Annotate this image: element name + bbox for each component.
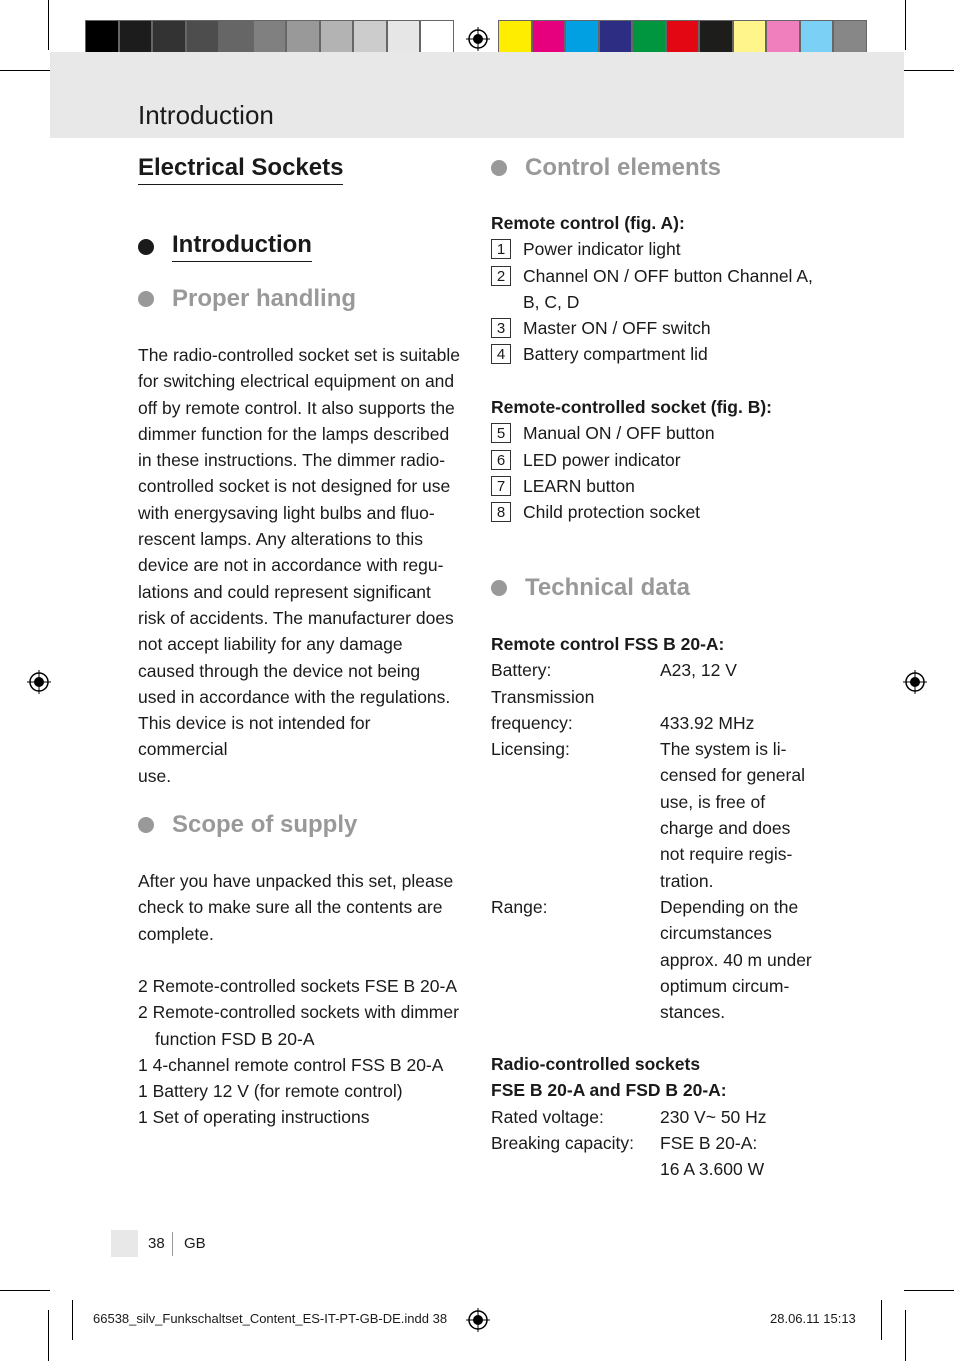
crop-mark (881, 1300, 882, 1340)
proper-handling-heading (138, 285, 464, 313)
color-swatch (632, 20, 666, 55)
spec-value-line: circumstances (660, 923, 772, 944)
introduction-heading-label: Introduction (172, 231, 312, 262)
control-elements-heading (491, 154, 821, 182)
color-swatch (800, 20, 834, 55)
item-number: 5 (491, 423, 511, 443)
spec-key: Breaking capacity: (491, 1132, 634, 1153)
registration-mark-icon (903, 670, 927, 694)
spec-breaking (491, 1130, 821, 1183)
tech-sockets-title-1: Radio-controlled sockets (491, 1054, 701, 1074)
spec-value (660, 1130, 821, 1183)
spec-value-line: use, is free of (660, 791, 766, 812)
section-introduction (138, 231, 464, 262)
spec-key: Range: (491, 896, 548, 917)
slug-date: 28.06.11 15:13 (770, 1311, 856, 1326)
socket-block (491, 394, 821, 525)
text-line: device are not in accordance with regu- (138, 555, 444, 576)
list-item (491, 420, 821, 446)
spec-value: 230 V~ 50 Hz (660, 1106, 767, 1127)
spec-value (660, 736, 821, 894)
scope-text (138, 868, 464, 947)
crop-mark (48, 1310, 49, 1361)
color-swatch (833, 20, 867, 55)
spec-range (491, 894, 821, 1025)
item-label: Master ON / OFF switch (523, 318, 711, 339)
technical-remote-block (491, 631, 821, 1025)
text-line: off by remote control. It also supports the (138, 397, 455, 418)
item-label: Child protection socket (523, 502, 701, 523)
color-swatch (353, 20, 387, 55)
item-label: Power indicator light (523, 239, 681, 260)
text-line: in these instructions. The dimmer radio- (138, 450, 446, 471)
color-swatch (733, 20, 767, 55)
list-item: 1 Set of operating instructions (138, 1107, 370, 1128)
text-line: caused through the device not being (138, 660, 421, 681)
list-item (491, 447, 821, 473)
item-number: 3 (491, 318, 511, 338)
list-item (491, 263, 821, 316)
crop-mark (0, 70, 50, 71)
item-number: 8 (491, 502, 511, 522)
introduction-heading (138, 231, 464, 262)
text-line: with energysaving light bulbs and fluo- (138, 502, 435, 523)
list-item (491, 473, 821, 499)
color-swatch (666, 20, 700, 55)
text-line: This device is not intended for commercial (138, 713, 371, 760)
crop-mark (0, 1290, 50, 1291)
control-elements-label: Control elements (525, 154, 722, 181)
spec-value-line: optimum circum- (660, 975, 790, 996)
text-line: use. (138, 765, 172, 786)
main-heading: Electrical Sockets (138, 154, 343, 185)
footer-box (111, 1230, 138, 1257)
spec-licensing (491, 736, 821, 894)
spec-value-line: censed for general (660, 765, 805, 786)
page-number: 38 (148, 1235, 165, 1252)
section-technical-data (491, 574, 821, 602)
bullet-icon (138, 239, 154, 255)
spec-battery (491, 657, 821, 683)
page-title: Introduction (138, 100, 274, 130)
scope-heading-label: Scope of supply (172, 811, 358, 838)
item-label: Channel ON / OFF button Channel A, B, C, D (523, 265, 813, 312)
item-label: LEARN button (523, 475, 635, 496)
color-swatch (565, 20, 599, 55)
text-line: complete. (138, 923, 214, 944)
color-swatch (152, 20, 186, 55)
color-swatch (186, 20, 220, 55)
color-swatch (498, 20, 532, 55)
left-column (138, 154, 464, 185)
color-swatch (253, 20, 287, 55)
text-line: for switching electrical equipment on and (138, 371, 455, 392)
proper-handling-text (138, 342, 464, 789)
section-control-elements (491, 154, 821, 182)
list-item: 1 Battery 12 V (for remote control) (138, 1081, 403, 1102)
list-item (491, 341, 821, 367)
spec-value-line: stances. (660, 1002, 726, 1023)
crop-mark (905, 1310, 906, 1361)
scope-list (138, 973, 464, 1131)
spec-value-line: Depending on the (660, 896, 799, 917)
spec-value-line: approx. 40 m under (660, 949, 812, 970)
registration-mark-icon (466, 27, 490, 51)
spec-key: Transmission (491, 686, 595, 707)
list-item: 2 Remote-controlled sockets with dimmer function FSD B 20-A (138, 1002, 459, 1049)
text-line: rescent lamps. Any alterations to this (138, 529, 423, 550)
spec-key: frequency: (491, 712, 573, 733)
text-line: The radio-controlled socket set is suitable (138, 345, 460, 365)
scope-heading (138, 811, 464, 839)
text-line: controlled socket is not designed for use (138, 476, 451, 497)
item-label: Battery compartment lid (523, 344, 708, 365)
spec-frequency (491, 710, 821, 736)
process-color-bar (498, 20, 867, 55)
bullet-icon (491, 160, 507, 176)
tech-remote-title: Remote control FSS B 20-A: (491, 634, 725, 654)
remote-control-list (491, 236, 821, 367)
text-line: lations and could represent significant (138, 581, 431, 602)
technical-sockets-block (491, 1051, 821, 1182)
language-code: GB (184, 1235, 206, 1252)
spec-value-line: not require regis- (660, 844, 793, 865)
item-number: 1 (491, 239, 511, 259)
text-line: risk of accidents. The manufacturer does (138, 607, 454, 628)
color-swatch (420, 20, 454, 55)
crop-mark (904, 1290, 954, 1291)
list-item (491, 499, 821, 525)
technical-data-label: Technical data (525, 574, 690, 601)
proper-handling-label: Proper handling (172, 285, 357, 312)
list-item: 1 4-channel remote control FSS B 20-A (138, 1054, 444, 1075)
item-label: LED power indicator (523, 449, 681, 470)
spec-value: A23, 12 V (660, 660, 737, 681)
tech-sockets-title-2: FSE B 20-A and FSD B 20-A: (491, 1080, 727, 1101)
text-line: dimmer function for the lamps described (138, 423, 450, 444)
registration-mark-icon (27, 670, 51, 694)
spec-value-line: tration. (660, 870, 714, 891)
technical-data-heading (491, 574, 821, 602)
text-line: After you have unpacked this set, please (138, 871, 454, 891)
color-swatch (85, 20, 119, 55)
bullet-icon (138, 817, 154, 833)
item-number: 7 (491, 476, 511, 496)
color-swatch (699, 20, 733, 55)
spec-key: Licensing: (491, 739, 570, 760)
spec-value (660, 894, 821, 1025)
spec-key: Rated voltage: (491, 1106, 604, 1127)
list-item (491, 315, 821, 341)
spec-value (660, 684, 821, 710)
section-proper-handling (138, 285, 464, 313)
spec-value-line: charge and does (660, 818, 791, 839)
crop-mark (905, 0, 906, 50)
text-line: check to make sure all the contents are (138, 897, 443, 918)
item-number: 6 (491, 450, 511, 470)
color-swatch (219, 20, 253, 55)
list-item: 2 Remote-controlled sockets FSE B 20-A (138, 976, 458, 996)
spec-key: Battery: (491, 660, 552, 681)
section-scope (138, 811, 464, 839)
color-swatch (599, 20, 633, 55)
spec-voltage (491, 1104, 821, 1130)
bullet-icon (138, 291, 154, 307)
remote-control-title: Remote control (fig. A): (491, 213, 685, 233)
item-number: 4 (491, 344, 511, 364)
remote-control-block (491, 210, 821, 368)
gray-color-bar (85, 20, 454, 55)
item-label: Manual ON / OFF button (523, 423, 715, 444)
footer-divider (172, 1232, 173, 1256)
registration-mark-icon (466, 1308, 490, 1332)
socket-title: Remote-controlled socket (fig. B): (491, 397, 772, 417)
socket-list (491, 420, 821, 525)
spec-value-line: FSE B 20-A: (660, 1132, 758, 1153)
crop-mark (72, 1300, 73, 1340)
spec-value-line: The system is li- (660, 739, 787, 760)
text-line: used in accordance with the regulations. (138, 686, 451, 707)
crop-mark (904, 70, 954, 71)
color-swatch (119, 20, 153, 55)
item-number: 2 (491, 266, 511, 286)
list-item (491, 236, 821, 262)
color-swatch (286, 20, 320, 55)
color-swatch (766, 20, 800, 55)
text-line: not accept liability for any damage (138, 634, 403, 655)
crop-mark (48, 0, 49, 50)
spec-value: 433.92 MHz (660, 712, 755, 733)
color-swatch (387, 20, 421, 55)
spec-frequency-line1 (491, 684, 821, 710)
bullet-icon (491, 580, 507, 596)
slug-filename: 66538_silv_Funkschaltset_Content_ES-IT-PT-GB-DE.indd 38 (93, 1311, 448, 1326)
spec-value-line: 16 A 3.600 W (660, 1159, 765, 1180)
color-swatch (320, 20, 354, 55)
color-swatch (532, 20, 566, 55)
